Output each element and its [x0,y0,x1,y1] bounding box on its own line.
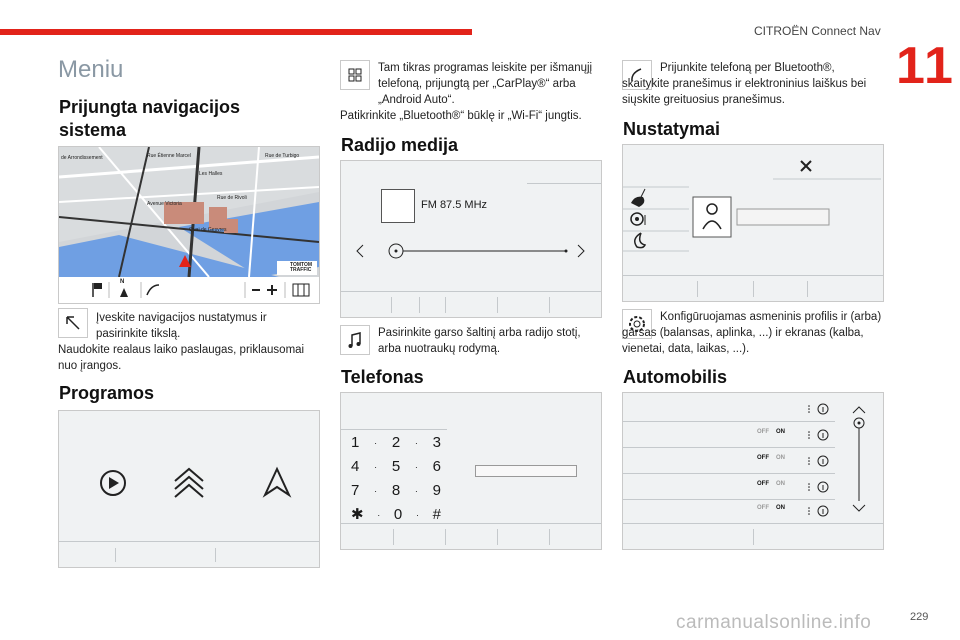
key[interactable]: 6 [432,458,441,475]
nav-heading: Prijungta navigacijos sistema [59,97,241,140]
phone-heading: Telefonas [341,367,424,387]
android-auto-icon [265,469,289,495]
sound-settings-icon [631,213,645,225]
map-street-label: Rue de Rivoli [217,195,247,201]
menu-title: Meniu [58,56,124,83]
phone-description: Prijunkite telefoną per Bluetooth®, skaitykite pranešimus ir elektroninius laiškus bei siųskite greituosius pranešimus. [622,62,867,106]
toggle-switch[interactable]: OFF ON [757,481,785,487]
map-street-label: Quai de Gesvres [189,227,227,233]
close-icon [801,161,811,171]
flag-icon [93,283,102,297]
chapter-number: 11 [896,37,955,95]
apps-description: Tam tikras programas leiskite per išmanųjį telefoną, prijungtą per „CarPlay®“ arba „Android Auto“. [378,62,593,106]
running-header: CITROËN Connect Nav [754,24,881,38]
key[interactable]: 4 [351,458,360,475]
key[interactable]: 1 [351,434,360,451]
nav-realtime-note: Naudokite realaus laiko paslaugas, priklausomai nuo įrangos. [58,344,305,372]
settings-heading: Nustatymai [623,119,721,139]
radio-frequency: FM 87.5 MHz [421,199,488,211]
key[interactable]: 3 [432,434,441,451]
key[interactable]: ✱ [351,506,364,523]
map-screen [58,146,320,304]
settings-screen [622,144,884,302]
citroen-chevrons-icon [175,469,203,497]
map-street-label: de Arrondissement [61,155,103,161]
watermark: carmanualsonline.info [676,612,872,633]
toggle-switch[interactable]: OFF ON [757,429,785,435]
chevron-right-icon [578,245,584,257]
station-artwork [381,189,415,223]
chevron-left-icon [357,245,363,257]
radio-heading: Radijo medija [341,135,459,155]
apps-screen [58,410,320,568]
phone-screen [340,392,602,550]
toggle-switch[interactable]: OFF ON [757,455,785,461]
night-mode-icon [635,233,645,248]
radio-description: Pasirinkite garso šaltinį arba radijo stotį, arba nuotraukų rodymą. [378,327,581,355]
route-icon [147,285,159,295]
vehicle-screen [622,392,884,550]
carplay-icon [101,471,125,495]
key[interactable]: 9 [432,482,441,499]
chevron-down-icon [853,505,865,511]
chevron-up-icon [853,407,865,413]
vehicle-heading: Automobilis [623,367,727,387]
dial-keypad: 1 · 2 · 3 4 · 5 · 6 7 · 8 · 9 ✱ · 0 · # [351,431,441,527]
key[interactable]: 0 [393,506,403,523]
map-street-label: Rue de Turbigo [265,153,300,159]
compass-north-label: N [120,279,125,285]
apps-connectivity-note: Patikrinkite „Bluetooth®“ būklę ir „Wi-Fi“ jungtis. [340,110,582,122]
color-theme-icon [631,189,645,207]
compass-icon [120,288,128,297]
settings-description: Konfigūruojamas asmeninis profilis ir (arba) garsas (balansas, aplinka, ...) ir ekranas (kalba, vienetai, data, laikas, ...). [622,311,882,355]
map-street-label: Rue Étienne Marcel [147,153,191,159]
key[interactable]: 7 [351,482,360,499]
nav-description: Įveskite navigacijos nustatymus ir pasirinkite tikslą. [96,312,267,340]
map-options-icon [293,284,309,296]
key[interactable]: 5 [391,458,401,475]
toggle-switch[interactable]: OFF ON [757,505,785,511]
apps-heading: Programos [59,383,155,403]
radio-screen [340,160,602,318]
number-display-field [475,465,577,477]
page-number: 229 [910,611,929,623]
map-street-label: Les Halles [199,171,223,177]
key[interactable]: 8 [391,482,401,499]
map-view [59,147,319,277]
key[interactable]: # [432,506,441,523]
tomtom-traffic-badge: TOMTOM TRAFFIC [290,262,313,273]
map-street-label: Avenue Victoria [147,201,182,207]
header-red-bar [0,29,472,35]
key[interactable]: 2 [391,434,401,451]
map-toolbar [59,277,319,303]
